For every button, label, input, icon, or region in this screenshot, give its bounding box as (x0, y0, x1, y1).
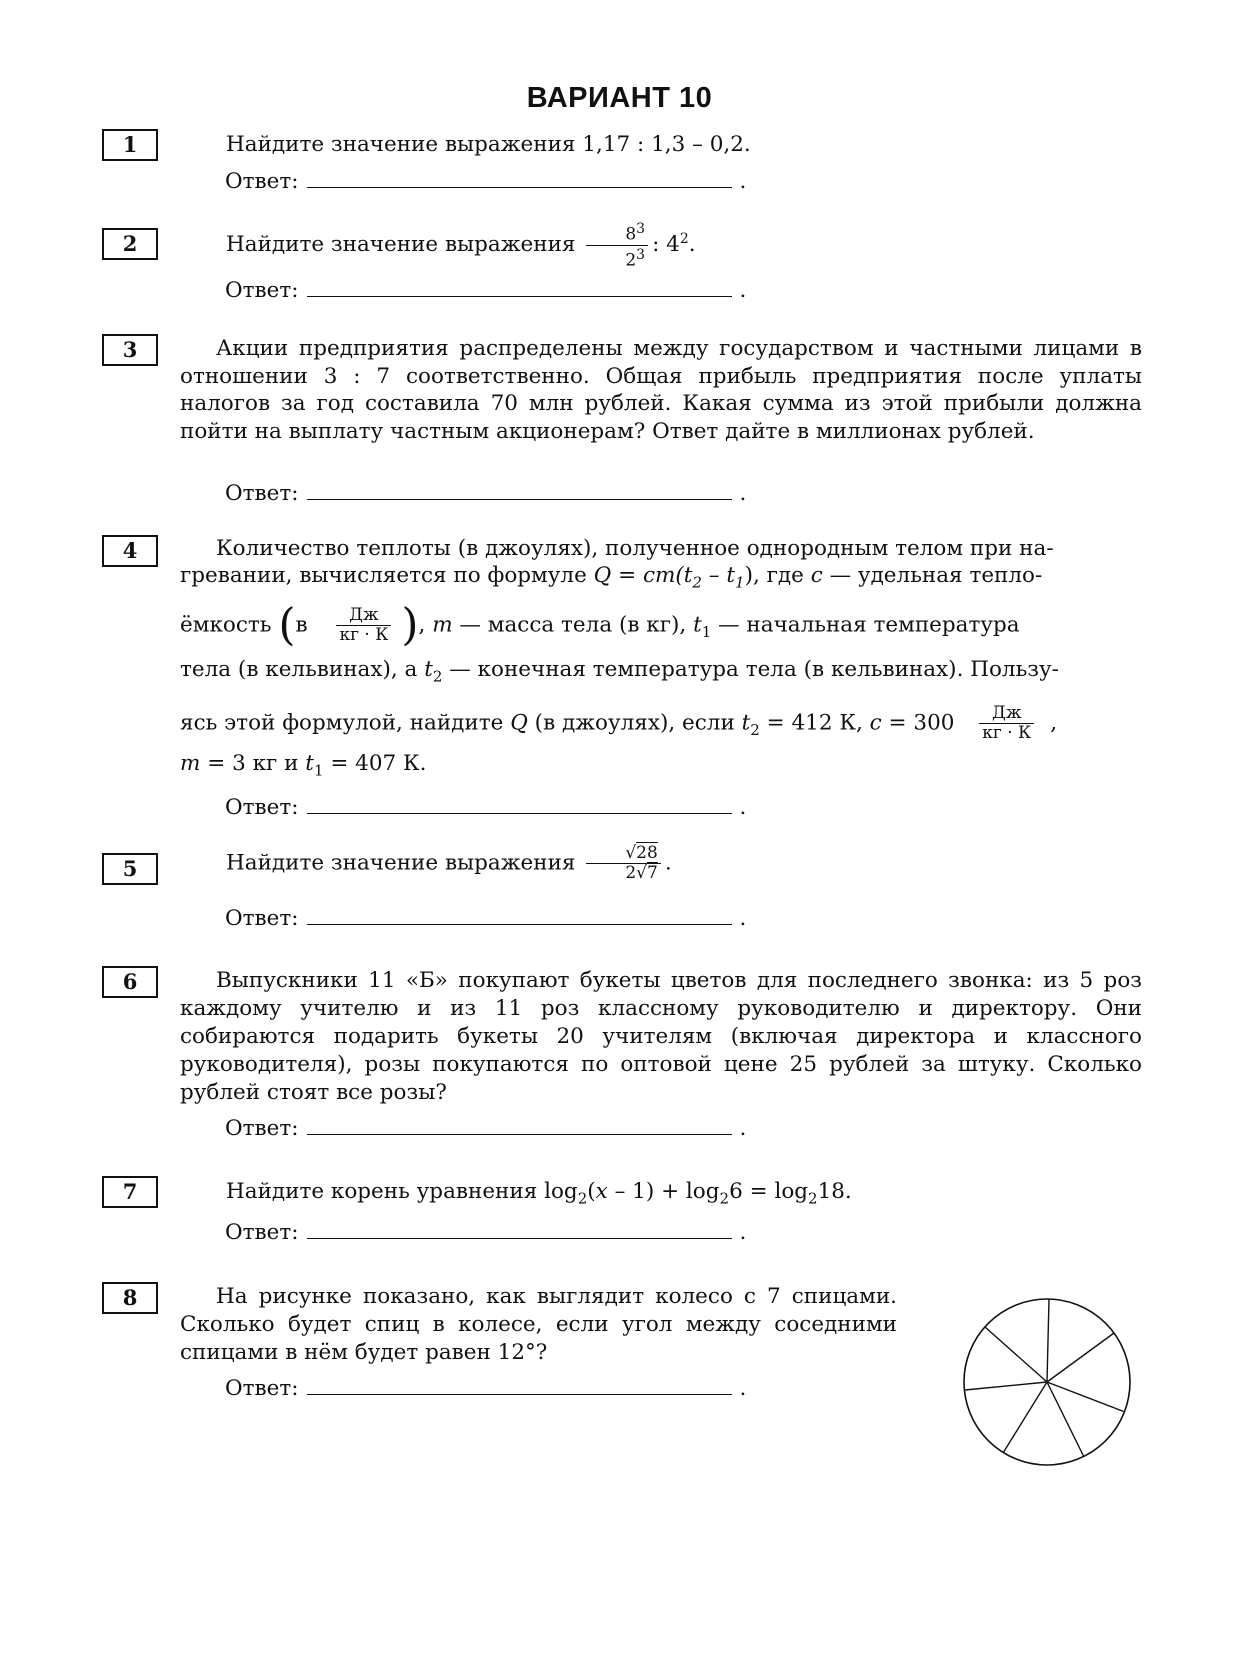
unit-fraction: $\frac{Дж}{кг \cdot К}$ (979, 704, 1034, 743)
task-text: Найдите значение выражения 1,17 : 1,3 – 0,2. (226, 132, 751, 157)
task-text: Найдите значение выражения $\frac{8^3}{2^3}$ : $4^2$. (226, 221, 696, 271)
unit-fraction: $\frac{Дж}{кг \cdot К}$ (336, 606, 391, 645)
wheel-spoke (1047, 1382, 1084, 1457)
task-text: Количество теплоты (в джоулях), полученное однородным телом при на- гревании, вычисляется по формуле $Q = cm(t_2 - t_1)$, где c — удельная тепло- ёмкость (в $\frac{Дж}{кг \cdot К}$ ), m — масса тела (в кг), $t_1$ — начальная температура тела (в кельвинах), а $t_2$ — конечная температура тела (в кельвинах). Пользу- ясь этой формулой, найдите Q (в джоулях), если $t_2 = 412$ К, c = 300 $\frac{Дж}{кг \cdot К}$ , m = 3 кг и $t_1 = 407$ К. (180, 536, 1059, 780)
task-number: 4 (102, 535, 158, 567)
task-number: 7 (102, 1176, 158, 1208)
task-text: Выпускники 11 «Б» покупают букеты цветов для последнего звонка: из 5 роз каждому учителю и из 11 роз классному руководителю и директору. Они собираются подарить букеты 20 учителям (включая директора и классного руководителя), розы покупаются по оптовой цене 25 рублей за штуку. Сколько рублей стоят все розы? (180, 968, 1142, 1105)
radical-fraction: $\frac{√28}{2√7}$ (586, 844, 661, 883)
wheel-spoke (965, 1382, 1047, 1390)
wheel-spoke (985, 1327, 1047, 1382)
task-text: Найдите корень уравнения $\log_2(x - 1) + \log_26 = \log_218$. (226, 1179, 852, 1208)
answer-field[interactable]: Ответ: . (225, 795, 747, 820)
answer-field[interactable]: Ответ: . (225, 278, 747, 303)
wheel-spoke (1047, 1299, 1049, 1382)
answer-field[interactable]: Ответ: . (225, 1116, 747, 1141)
page-title: ВАРИАНТ 10 (526, 82, 713, 114)
answer-field[interactable]: Ответ: . (225, 481, 747, 506)
wheel-spoke (1047, 1333, 1114, 1382)
task-text: На рисунке показано, как выглядит колесо с 7 спицами. Сколько будет спиц в колесе, если угол между соседними спицами в нём будет равен 12°? (180, 1284, 897, 1365)
answer-field[interactable]: Ответ: . (225, 1376, 747, 1401)
wheel-spoke (1003, 1382, 1047, 1453)
task-text: Акции предприятия распределены между государством и частными лицами в отношении 3 : 7 соответственно. Общая прибыль предприятия после уплаты налогов за год составила 70 млн рублей. Какая сумма из этой прибыли должна пойти на выплату частным акционерам? Ответ дайте в миллионах рублей. (180, 336, 1142, 444)
wheel-spoke (1047, 1382, 1125, 1412)
wheel-figure (960, 1295, 1134, 1469)
answer-field[interactable]: Ответ: . (225, 906, 747, 931)
task-number: 2 (102, 228, 158, 260)
task-number: 8 (102, 1282, 158, 1314)
task-number: 1 (102, 129, 158, 161)
task-number: 3 (102, 334, 158, 366)
answer-field[interactable]: Ответ: . (225, 169, 747, 194)
task-text: Найдите значение выражения $\frac{√28}{2√7}$ . (226, 843, 672, 883)
task-number: 5 (102, 853, 158, 885)
fraction: $\frac{8^3}{2^3}$ (586, 220, 648, 270)
answer-field[interactable]: Ответ: . (225, 1220, 747, 1245)
task-number: 6 (102, 966, 158, 998)
